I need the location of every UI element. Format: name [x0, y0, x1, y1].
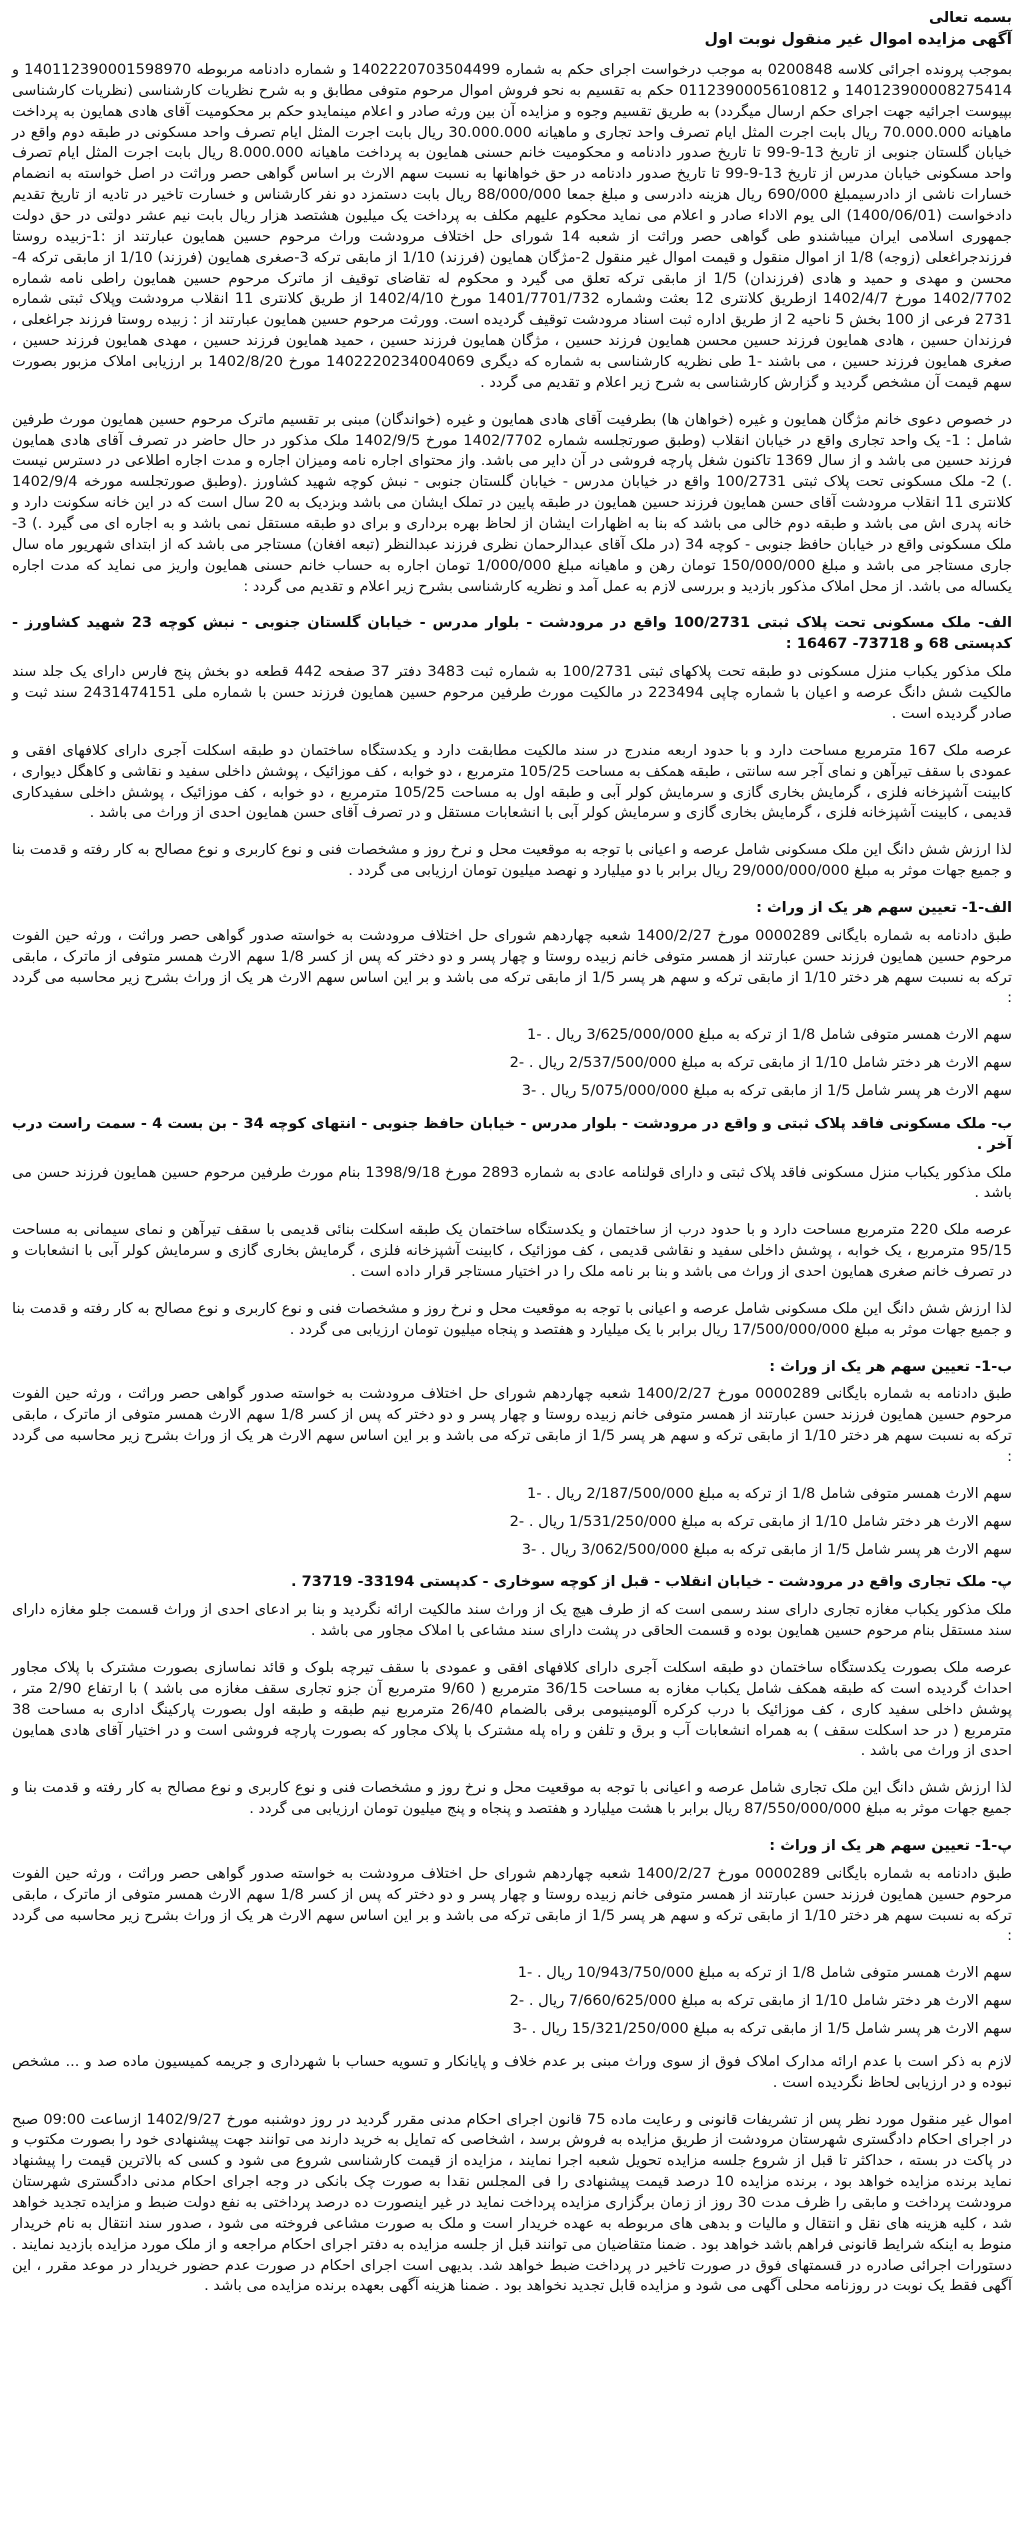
share-item: سهم الارث هر دختر شامل 1/10 از مابقی ترکه به مبلغ 1/531/250/000 ریال . -2 — [509, 1512, 1012, 1530]
part-p-ownership: ملک مذکور یکباب مغازه تجاری دارای سند رسمی است که از طرف هیچ یک از وراث سند مالکیت ارائه نگردید و بنا بر ادعای احدی از وراث قسمت جلو مغازه دارای سند مستقل بنام مرحوم حسین همایون بوده و قسمت الحاقی در پشت دارای سند مشاعی با املاک مجاور می باشد . — [12, 1601, 1012, 1640]
part-a-ownership: ملک مذکور یکباب منزل مسکونی دو طبقه تحت پلاکهای ثبتی 100/2731 به شماره ثبت 3483 دفتر 37 صفحه 442 قطعه دو بخش پنج فارس دارای یک جلد سند مالکیت شش دانگ عرصه و اعیان با شماره چاپی 223494 در مالکیت مورث طرفین مرحوم حسین همایون فرزند حسن با شماره ملی 2431474151 سند ثبت و صادر گردیده است . — [12, 663, 1013, 722]
part-b-ownership: ملک مذکور یکباب منزل مسکونی فاقد پلاک ثبتی و دارای قولنامه عادی به شماره 2893 مورخ 1398/9/18 بنام مورث طرفین مرحوم حسین همایون فرزند حسن می باشد . — [12, 1163, 1013, 1202]
part-a-heading: الف- ملک مسکونی تحت پلاک ثبتی 100/2731 واقع در مرودشت - بلوار مدرس - خیابان گلستان جنوبی - نبش کوچه 23 شهید کشاورز - کدپستی 68 و 73718- 16467 : — [12, 614, 1012, 653]
share-item: سهم الارث همسر متوفی شامل 1/8 از ترکه به مبلغ 2/187/500/000 ریال . -1 — [527, 1484, 1012, 1502]
part-p-valuation: لذا ارزش شش دانگ این ملک تجاری شامل عرصه و اعیانی با توجه به موقعیت محل و نرخ روز و مشخصات فنی و نوع کاربری و نوع مصالح به کار رفته و قدمت بنا و جمیع جهات موثر به مبلغ 87/550/000/000 ریال برابر با هشت میلیارد و هفتصد و پنجاه و پنج میلیون تومان ارزیابی می گردد . — [12, 1779, 1012, 1818]
expert-intro-paragraph: در خصوص دعوی خانم مژگان همایون و غیره (خواهان ها) بطرفیت آقای هادی همایون و غیره (خواندگان) مبنی بر تقسیم ماترک مرحوم حسین همایون مورث طرفین شامل : 1- یک واحد تجاری واقع در خیابان انقلاب (وطبق صورتجلسه شماره 1402/7702 مورخ 1402/9/5 ملک مذکور در حال حاضر در تصرف آقای هادی همایون فرزند حسین می باشد و از سال 1369 تاکنون شغل پارچه فروشی در آن دایر می باشد. واز محتوای اجاره نامه ومیزان اجاره و مدت اجاره اطلاعی در دسترس نیست .) 2- ملک مسکونی تحت پلاک ثبتی 100/2731 واقع در خیابان مدرس - خیابان گلستان جنوبی - نبش کوچه شهید کشاورز .(وطبق صورتجلسه مورخه 1402/9/4 کلانتری 11 انقلاب مرودشت آقای حسن همایون فرزند حسین همایون در طبقه پایین در تملک ایشان می باشد وبزدیک به 20 سال است که در این خانه سکونت دارد و خانه پدری اش می باشد و طبقه دوم خالی می باشد که بنا به اظهارات ایشان از لحاظ بهره برداری و برای دو طبقه مستقل نمی باشد و به اجاره ای می گیرد .) 3- ملک مسکونی واقع در خیابان حافظ جنوبی - کوچه 34 (در ملک آقای عبدالرحمان نظری فرزند عبدالنظر (تبعه افغان) مستاجر می باشد که از ابتدای شهریور ماه سال جاری مستاجر می باشد و مبلغ 150/000/000 تومان رهن و ماهیانه مبلغ 1/000/000 تومان اجاره به حساب خانم حسنی همایون واریز می نماید که مدت اجاره یکساله می باشد. از محل املاک مذکور بازدید و بررسی لازم به عمل آمد و نظریه کارشناسی بشرح زیر اعلام و تقدیم می گردد : — [12, 410, 1013, 595]
notice-title: آگهی مزایده اموال غیر منقول نوبت اول — [704, 30, 1012, 48]
part-p-description: عرصه ملک بصورت یکدستگاه ساختمان دو طبقه اسکلت آجری دارای کلافهای افقی و عمودی با سقف تیرچه بلوک و قائد نماسازی بصورت مشترک با پلاک مجاور احداث گردیده است که طبقه همکف شامل یکباب مغازه به مساحت 36/15 مترمربع ( 9/60 مترمربع آن جزو تجاری سقف مغازه می باشد ) با ارتفاع 2/90 متر ، پوشش داخلی سفید کاری ، کف موزائیک با درب کرکره آلومینیومی برقی بالضمام 26/40 مترمربع نیم طبقه و طبقه اول بصورت پارکینگ اداری به مساحت 38 مترمربع ( در حد اسکلت سقف ) به همراه انشعابات آب و برق و تلفن و راه پله مشترک با پلاک مجاور که بصورت پارچه فروشی است و در اختیار آقای هادی همایون احدی از وراث می باشد . — [12, 1659, 1012, 1760]
part-p-share-heading: پ-1- تعیین سهم هر یک از وراث : — [769, 1837, 1012, 1855]
part-a-description: عرصه ملک 167 مترمربع مساحت دارد و با حدود اربعه مندرج در سند مالکیت مطابقت دارد و یکدستگاه ساختمان دو طبقه اسکلت آجری دارای کلافهای افقی و عمودی با سقف تیرآهن و نمای آجر سه سانتی ، طبقه همکف به مساحت 105/25 مترمربع ، دو خوابه ، کف موزائیک ، پوشش داخلی سفید و نقاشی و کاهگل دیواری ، کابینت آشپزخانه فلزی ، گرمایش بخاری گازی و سرمایش کولر آبی و طبقه اول به مساحت 105/25 مترمربع ، دو خوابه ، کف موزائیک ، پوشش داخلی سفیدکاری قدیمی ، کابینت آشپزخانه فلزی ، گرمایش بخاری گازی و سرمایش کولر آبی با انشعابات مستقل و در تصرف آقای حسن همایون احدی از وراث می باشد . — [12, 741, 1012, 822]
part-a-share-heading: الف-1- تعیین سهم هر یک از وراث : — [756, 898, 1012, 916]
header-label: بسمه تعالی — [929, 10, 1012, 26]
part-b-description: عرصه ملک 220 مترمربع مساحت دارد و با حدود درب از ساختمان و یکدستگاه ساختمان یک طبقه اسکلت بنائی قدیمی با سقف تیرآهن و نمای سیمانی به مساحت 95/15 مترمربع ، یک خوابه ، پوشش داخلی سفید و نقاشی قدیمی ، کف موزائیک ، کابینت آشپزخانه فلزی ، گرمایش بخاری گازی و سرمایش کولر آبی با انشعابات و در تصرف خانم صغری همایون احدی از وراث می باشد و بنا بر نامه ملک را در اختیار مستاجر قرار داده است . — [12, 1221, 1013, 1280]
part-b-heading: ب- ملک مسکونی فاقد پلاک ثبتی و واقع در مرودشت - بلوار مدرس - خیابان حافظ جنوبی - انتهای کوچه 34 - بن بست 4 - سمت راست درب آخر . — [12, 1114, 1012, 1153]
share-item: سهم الارث همسر متوفی شامل 1/8 از ترکه به مبلغ 10/943/750/000 ریال . -1 — [517, 1964, 1012, 1982]
part-b-valuation: لذا ارزش شش دانگ این ملک مسکونی شامل عرصه و اعیانی با توجه به موقعیت محل و نرخ روز و مشخصات فنی و نوع کاربری و نوع مصالح به کار رفته و قدمت بنا و جمیع جهات موثر به مبلغ 17/500/000/000 ریال برابر با یک میلیارد و هفتصد و پنجاه میلیون تومان ارزیابی می گردد . — [12, 1299, 1012, 1338]
part-b-share-heading: ب-1- تعیین سهم هر یک از وراث : — [769, 1357, 1012, 1375]
part-b-share-intro: طبق دادنامه به شماره بایگانی 0000289 مورخ 1400/2/27 شعبه چهاردهم شورای حل اختلاف مرودشت به خواسته صدور گواهی حصر وراثت ، ورثه حین الفوت مرحوم حسین همایون فرزند حسن عبارتند از همسر متوفی خانم زبیده روستا و چهار پسر و دو دختر که پس از کسر 1/8 سهم الارث همسر متوفی از ماترک ، مابقی ترکه به نسبت سهم هر دختر 1/10 از مابقی ترکه و سهم هر پسر 1/5 از مابقی ترکه می باشد و بر این اساس سهم الارث هر یک از وراث بشرح زیر محاسبه می گردد : — [12, 1385, 1012, 1465]
part-p-share-list — [12, 1963, 1012, 2040]
part-a-share-intro: طبق دادنامه به شماره بایگانی 0000289 مورخ 1400/2/27 شعبه چهاردهم شورای حل اختلاف مرودشت به خواسته صدور گواهی حصر وراثت ، ورثه حین الفوت مرحوم حسین همایون فرزند حسن عبارتند از همسر متوفی خانم زبیده روستا و چهار پسر و دو دختر که پس از کسر 1/8 سهم الارث همسر متوفی از ماترک ، مابقی ترکه به نسبت سهم هر دختر 1/10 از مابقی ترکه و سهم هر پسر 1/5 از مابقی ترکه می باشد و بر این اساس سهم الارث هر یک از وراث بشرح زیر محاسبه می گردد : — [12, 926, 1012, 1007]
closing-paragraph: اموال غیر منقول مورد نظر پس از تشریفات قانونی و رعایت ماده 75 قانون اجرای احکام مدنی مقرر گردید در روز دوشنبه مورخ 1402/9/27 ازساعت 09:00 صبح در اجرای احکام دادگستری شهرستان مرودشت از طریق مزایده به فروش برسد ، اشخاصی که تمایل به خرید دارند می توانند جهت پیشنهادی خود را بصورت مکتوب و در پاکت در بسته ، حداکثر تا قبل از شروع جلسه مزایده تحویل شعبه اجرا نمایند ، مزایده از قیمت کارشناسی شروع می شود و کسی که بالاترین قیمت را پیشنهاد نماید برنده مزایده خواهد بود ، برنده مزایده 10 درصد قیمت پیشنهادی را فی المجلس نقدا به صورت چک بانکی در وجه اجرای احکام مدنی دادگستری شهرستان مرودشت پرداخت و مابقی را ظرف مدت 30 روز از زمان برگزاری مزایده پرداخت نماید در غیر اینصورت ده درصد پرداختی به نفع دولت ضبط و مزایده تجدید خواهد شد ، کلیه هزینه های نقل و انتقال و مالیات و بدهی های مربوطه به عهده خریدار است و ملک به صورت مشاعی فروخته می شود ، صدور سند انتقال به نام خریدار منوط به اینکه شرایط قانونی فراهم باشد خواهد بود . ضمنا متقاضیان می توانند قبل از جلسه مزایده به دفتر اجرای احکام مراجعه و از ملک مورد مزایده بازدید نمایند . دستورات اجرائی صادره در قسمتهای فوق در صورت تاخیر در پرداخت ضبط خواهد شد. بدیهی است اجرای احکام در صورت عدم حضور خریدار در موعد مقرر ، این آگهی فقط یک نوبت در روزنامه محلی آگهی می شود و مزایده قابل تجدید نخواهد بود . ضمنا هزینه آگهی بعهده برنده مزایده می باشد . — [12, 2110, 1013, 2295]
share-item: سهم الارث هر دختر شامل 1/10 از مابقی ترکه به مبلغ 7/660/625/000 ریال . -2 — [509, 1992, 1012, 2010]
note-paragraph: لازم به ذکر است با عدم ارائه مدارک املاک فوق از سوی وراث مبنی بر عدم خلاف و پایانکار و تسویه حساب با شهرداری و جریمه کمیسیون ماده صد و ... مشخص نبوده و در ارزیابی لحاظ نگردیده است . — [12, 2052, 1012, 2091]
part-a-share-list — [12, 1025, 1012, 1102]
part-p-heading: پ- ملک تجاری واقع در مرودشت - خیابان انقلاب - قبل از کوچه سوخاری - کدپستی 33194- 73719 . — [291, 1573, 1012, 1591]
share-item: سهم الارث هر پسر شامل 1/5 از مابقی ترکه به مبلغ 15/321/250/000 ریال . -3 — [512, 2020, 1012, 2038]
part-p-share-intro: طبق دادنامه به شماره بایگانی 0000289 مورخ 1400/2/27 شعبه چهاردهم شورای حل اختلاف مرودشت به خواسته صدور گواهی حصر وراثت ، ورثه حین الفوت مرحوم حسین همایون فرزند حسن عبارتند از همسر متوفی خانم زبیده روستا و چهار پسر و دو دختر که پس از کسر 1/8 سهم الارث همسر متوفی از ماترک ، مابقی ترکه به نسبت سهم هر دختر 1/10 از مابقی ترکه و سهم هر پسر 1/5 از مابقی ترکه می باشد و بر این اساس سهم الارث هر یک از وراث بشرح زیر محاسبه می گردد : — [12, 1864, 1012, 1945]
intro-paragraph: بموجب پرونده اجرائی کلاسه 0200848 به موجب درخواست اجرای حکم به شماره 1402220703504499 و شماره دادنامه مربوطه 140112390001598970 و 140123900008275414 و 0112390005610812 حکم به تقسیم به نحو فروش اموال مرحوم متوفی مطابق و به شرح نظریات کارشناسی (نظریات کارشناسی بپیوست اجرائیه جهت اجرای حکم ارسال میگردد) به طریق تقسیم وجوه و مزایده آن بین ورثه صادر و اعلام مینمایدو حکم بر محکومیت آقای هادی همایون به پرداخت ماهیانه 70.000.000 ریال بابت اجرت المثل ایام تصرف واحد تجاری و ماهیانه 30.000.000 ریال بابت اجرت المثل ایام تصرف واحد مسکونی در طبقه دوم واقع در خیابان گلستان جنوبی از تاریخ 13-9-99 تا تاریخ صدور دادنامه و محکومیت خانم حسنی همایون به پرداخت ماهیانه 8.000.000 ریال بابت اجرت المثل ایام تصرف واحد مسکونی خیابان مدرس از تاریخ 13-9-99 تا تاریخ صدور دادنامه در حق خواهانها به نسبت سهم الارث بر اساس گواهی حصر وراثت در اصل خواسته به انضمام خسارات ناشی از دادرسیمبلغ 690/000 ریال هزینه دادرسی و مبلغ جمعا 88/000/000 ریال بابت دستمزد دو نفر کارشناس و خسارت تاخیر در تادیه از تاریخ تقدیم دادخواست (1400/06/01) الی یوم الاداء صادر و اعلام می نماید محکوم علیهم مکلف به پرداخت یک میلیون هشتصد هزار ریال بابت نیم عشر دولتی در حق دولت جمهوری اسلامی ایران میباشندو طی گواهی حصر وراثت از شعبه 14 شورای حل اختلاف مرودشت وراث مرحوم حسین همایون عبارتند از :1-زبیده روستا فرزندجراغعلی (زوجه) 1/8 از اموال منقول و قیمت اموال غیر منقول 2-مژگان همایون (فرزند) 1/10 از مابقی ترکه 3-صغری همایون (فرزند) 1/10 از مابقی ترکه 4-محسن و مهدی و حمید و هادی (فرزندان) 1/5 از مابقی ترکه تعلق می گیرد و محکوم له تقاضای توقیف از ماترک مرحوم حسین همایون راطی نامه شماره 1402/7702 مورخ 1402/4/7 ازطریق کلانتری 12 بعثت وشماره 1401/7701/732 مورخ 1402/4/10 از طریق کلانتری 11 انقلاب مرودشت وپلاک ثبتی شماره 2731 فرعی از 100 بخش 5 ناحیه 2 از طریق اداره ثبت اسناد مرودشت توقیف گردیده است. وورثت مرحوم حسین همایون عبارتند از : زبیده روستا فرزند جراغعلی ، فرزندان حسین ، هادی همایون فرزند حسین محسن همایون فرزند حسین ، مژگان همایون فرزند حسین ، حمید همایون فرزند حسین ، مهدی همایون فرزند حسین ، صغری همایون فرزند حسین ، می باشند -1 طی نظریه کارشناسی به شماره که دیگری 1402220234004069 مورخ 1402/8/20 بر ارزیابی املاک مزبور بصورت سهم قیمت آن مشخص گردید و گزارش کارشناسی به شرح زیر اعلام و تقدیم می گردد . — [12, 61, 1013, 391]
share-item: سهم الارث هر پسر شامل 1/5 از مابقی ترکه به مبلغ 5/075/000/000 ریال . -3 — [521, 1081, 1012, 1099]
share-item: سهم الارث هر پسر شامل 1/5 از مابقی ترکه به مبلغ 3/062/500/000 ریال . -3 — [521, 1540, 1012, 1558]
part-b-share-list — [12, 1484, 1012, 1561]
share-item: سهم الارث هر دختر شامل 1/10 از مابقی ترکه به مبلغ 2/537/500/000 ریال . -2 — [509, 1054, 1012, 1072]
share-item: سهم الارث همسر متوفی شامل 1/8 از ترکه به مبلغ 3/625/000/000 ریال . -1 — [527, 1026, 1012, 1044]
part-a-valuation: لذا ارزش شش دانگ این ملک مسکونی شامل عرصه و اعیانی با توجه به موقعیت محل و نرخ روز و مشخصات فنی و نوع کاربری و نوع مصالح به کار رفته و قدمت بنا و جمیع جهات موثر به مبلغ 29/000/000/000 ریال برابر با دو میلیارد و نهصد میلیون تومان ارزیابی می گردد . — [12, 841, 1012, 880]
